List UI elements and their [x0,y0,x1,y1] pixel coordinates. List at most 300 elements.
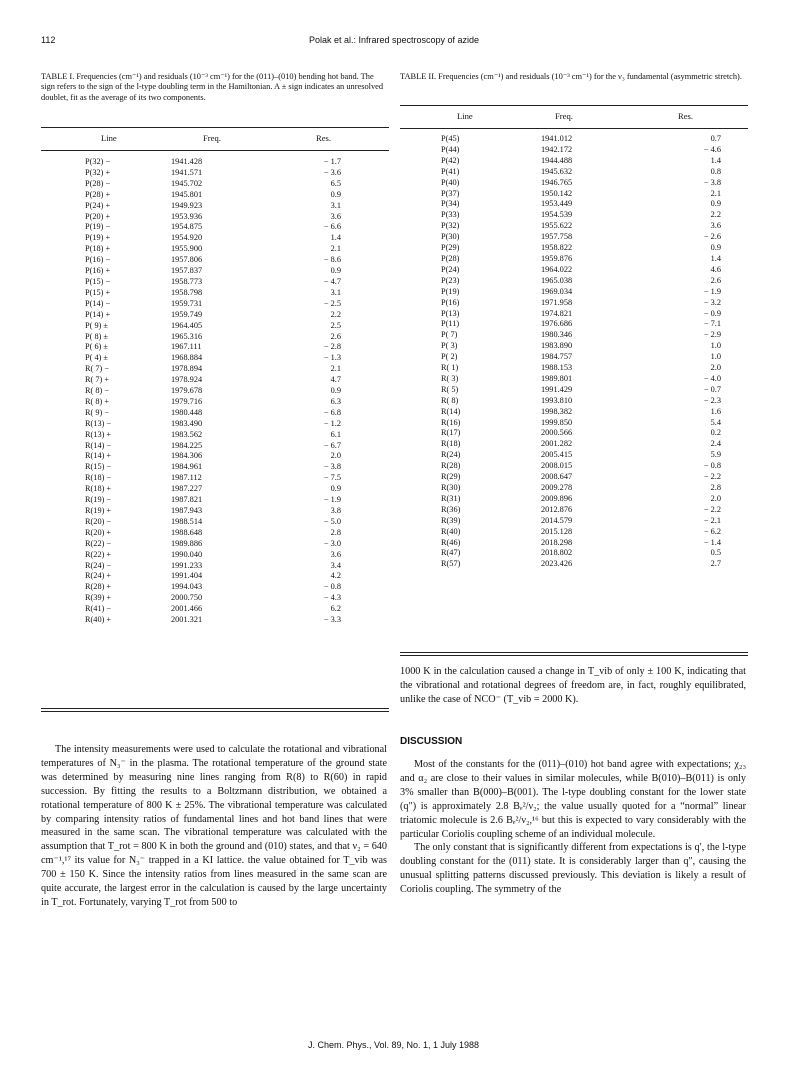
res-cell: 3.6 [330,211,341,221]
table-row [85,212,341,223]
line-cell: P(32) + [85,167,111,177]
table-row [85,615,341,626]
res-cell: 0.9 [330,386,341,396]
freq-cell: 1991.233 [171,560,203,570]
res-cell: 0.8 [710,166,721,176]
freq-cell: 2008.647 [541,472,573,482]
table-row [85,484,341,495]
freq-cell: 2009.278 [541,483,573,492]
line-cell: P(16) + [85,266,111,276]
line-cell: R(15) − [85,462,112,472]
line-cell: R(13) − [85,418,112,428]
res-cell: 2.8 [710,483,721,492]
table-row [441,461,721,472]
res-cell: − 7.5 [323,473,341,483]
line-cell: R(19) − [85,495,112,505]
freq-cell: 1954.920 [171,233,203,243]
table-row [441,374,721,385]
table-row [441,309,721,320]
res-cell: − 3.6 [323,167,341,177]
table-row [85,244,341,255]
line-cell: P(32) − [85,157,111,166]
res-cell: − 4.6 [703,144,721,154]
res-cell: − 2.3 [703,395,721,405]
freq-cell: 1965.316 [171,331,203,341]
table-row [85,582,341,593]
line-cell: P(44) [441,144,460,154]
line-cell: R(16) [441,417,461,427]
freq-cell: 1941.012 [541,134,573,143]
table-row [85,539,341,550]
line-cell: P(41) [441,166,460,176]
freq-cell: 1959.876 [541,253,573,263]
page-number: 112 [41,35,56,45]
res-cell: − 6.8 [323,407,341,417]
line-cell: R(24) − [85,560,112,570]
res-cell: 0.9 [330,266,341,276]
freq-cell: 1988.514 [171,516,203,526]
table-row [85,342,341,353]
line-cell: P(28) − [85,178,111,188]
freq-cell: 2005.415 [541,450,573,460]
res-cell: 1.0 [710,341,721,351]
freq-cell: 2000.566 [541,428,573,438]
line-cell: P( 2) [441,352,458,362]
freq-cell: 1991.429 [541,384,573,394]
res-cell: 2.0 [710,493,721,503]
table-row [85,441,341,452]
table-row [85,604,341,615]
res-cell: − 2.5 [323,298,341,308]
table-row [85,593,341,604]
freq-cell: 2018.802 [541,548,573,558]
freq-cell: 1967.111 [171,342,202,352]
res-cell: 5.9 [710,450,721,460]
freq-cell: 1993.810 [541,395,573,405]
line-cell: R(47) [441,548,461,558]
freq-cell: 1953.449 [541,199,573,209]
freq-cell: 1955.622 [541,221,573,231]
freq-cell: 1991.404 [171,571,203,581]
line-cell: R(41) − [85,604,112,614]
line-cell: R( 9) − [85,407,110,417]
line-cell: R(30) [441,483,461,492]
table-row [85,266,341,277]
line-cell: R(20) − [85,516,112,526]
res-cell: − 5.0 [323,516,341,526]
journal-footer: J. Chem. Phys., Vol. 89, No. 1, 1 July 1988 [307,1040,480,1050]
table-row [441,287,721,298]
line-cell: P(18) + [85,244,111,254]
res-cell: − 1.9 [703,286,721,296]
line-cell: R(29) [441,472,461,482]
table-row [85,430,341,441]
table-row [441,505,721,516]
res-cell: − 1.3 [323,353,341,363]
table2-col-line: Line [457,111,473,121]
freq-cell: 1944.488 [541,155,573,165]
table-row [85,255,341,266]
freq-cell: 1983.890 [541,341,573,351]
line-cell: P(28) + [85,189,111,199]
line-cell: P(23) [441,275,460,285]
freq-cell: 1980.346 [541,330,573,340]
freq-cell: 1969.034 [541,286,573,296]
table-row [85,321,341,332]
table-row [441,418,721,429]
res-cell: 1.6 [710,406,721,416]
table-row [441,243,721,254]
line-cell: P( 6) ± [85,342,108,352]
line-cell: P(28) [441,253,460,263]
table-row [85,419,341,430]
table-row [441,396,721,407]
table-row [441,189,721,200]
res-cell: − 2.8 [323,342,341,352]
table-row [441,538,721,549]
freq-cell: 1984.961 [171,462,203,472]
table-row [441,472,721,483]
res-cell: − 0.8 [703,461,721,471]
line-cell: P(33) [441,210,460,220]
line-cell: R(36) [441,504,461,514]
table-row [85,288,341,299]
res-cell: − 6.6 [323,222,341,232]
table-row [85,222,341,233]
res-cell: − 3.8 [323,462,341,472]
freq-cell: 1978.894 [171,364,203,374]
table-row [85,408,341,419]
line-cell: R(18) [441,439,461,449]
res-cell: − 2.6 [703,232,721,242]
res-cell: − 1.2 [323,418,341,428]
line-cell: R(22) + [85,549,112,559]
freq-cell: 1959.749 [171,309,203,319]
res-cell: − 7.1 [703,319,721,329]
freq-cell: 1957.758 [541,232,573,242]
res-cell: 2.4 [710,439,721,449]
table-row [441,527,721,538]
table-row [441,352,721,363]
line-cell: R(46) [441,537,461,547]
table1 [85,157,341,626]
res-cell: 0.7 [710,134,721,143]
table-row [85,190,341,201]
table-row [441,167,721,178]
res-cell: − 2.2 [703,504,721,514]
freq-cell: 1978.924 [171,375,203,385]
freq-cell: 1942.172 [541,144,573,154]
freq-cell: 2014.579 [541,515,573,525]
line-cell: P(37) [441,188,460,198]
freq-cell: 1990.040 [171,549,203,559]
table-row [441,494,721,505]
table-row [441,439,721,450]
res-cell: 2.7 [710,559,721,569]
freq-cell: 1979.716 [171,396,203,406]
freq-cell: 1957.837 [171,266,203,276]
freq-cell: 1964.405 [171,320,203,330]
line-cell: P(16) [441,297,460,307]
freq-cell: 1987.821 [171,495,203,505]
res-cell: 3.4 [330,560,341,570]
freq-cell: 1988.153 [541,363,573,373]
res-cell: 3.8 [330,506,341,515]
line-cell: P(30) [441,232,460,242]
res-cell: − 1.7 [323,157,341,166]
res-cell: 2.2 [330,309,341,319]
line-cell: R( 3) [441,373,459,383]
table-row [85,277,341,288]
freq-cell: 1946.765 [541,177,573,187]
freq-cell: 2001.321 [171,615,203,625]
table-row [441,276,721,287]
res-cell: 0.2 [710,428,721,438]
line-cell: P(42) [441,155,460,165]
table-row [85,517,341,528]
table-row [441,298,721,309]
table-row [85,451,341,462]
line-cell: P( 7) [441,330,458,340]
res-cell: − 4.0 [703,373,721,383]
table2-col-freq: Freq. [555,111,573,121]
line-cell: R(28) + [85,582,112,592]
freq-cell: 1974.821 [541,308,573,318]
res-cell: − 0.8 [323,582,341,592]
freq-cell: 1965.038 [541,275,573,285]
freq-cell: 2012.876 [541,504,573,514]
freq-cell: 1984.306 [171,451,203,461]
line-cell: P(24) + [85,200,111,210]
line-cell: P(40) [441,177,460,187]
line-cell: P( 4) ± [85,353,108,363]
line-cell: R(14) − [85,440,112,450]
res-cell: − 2.2 [703,472,721,482]
freq-cell: 2009.896 [541,493,573,503]
res-cell: 3.6 [710,221,721,231]
freq-cell: 1988.648 [171,527,203,537]
section-heading-discussion: DISCUSSION [400,736,463,747]
res-cell: 2.5 [330,320,341,330]
freq-cell: 1984.757 [541,352,573,362]
table-row [441,178,721,189]
res-cell: 0.9 [330,189,341,199]
line-cell: R( 8) [441,395,459,405]
table-row [441,156,721,167]
table-row [441,221,721,232]
table2-header-rule [400,128,748,129]
res-cell: 0.9 [330,484,341,494]
line-cell: R(24) + [85,571,112,581]
table-row [441,548,721,559]
line-cell: P(34) [441,199,460,209]
line-cell: R(17) [441,428,461,438]
line-cell: P(14) + [85,309,111,319]
res-cell: − 0.7 [703,384,721,394]
table-row [441,254,721,265]
table-row [85,332,341,343]
res-cell: − 0.9 [703,308,721,318]
freq-cell: 1945.632 [541,166,573,176]
freq-cell: 1999.850 [541,417,573,427]
table-row [441,428,721,439]
table-row [441,450,721,461]
res-cell: − 6.7 [323,440,341,450]
line-cell: R(19) + [85,506,112,515]
freq-cell: 2015.128 [541,526,573,536]
line-cell: P(13) [441,308,460,318]
res-cell: − 2.1 [703,515,721,525]
res-cell: 2.0 [710,363,721,373]
table-row [85,473,341,484]
table-row [441,232,721,243]
line-cell: P(45) [441,134,460,143]
table1-bottom-rule [41,708,389,712]
res-cell: − 1.4 [703,537,721,547]
table-row [441,319,721,330]
freq-cell: 1979.678 [171,386,203,396]
res-cell: − 2.9 [703,330,721,340]
line-cell: P( 8) ± [85,331,108,341]
table1-header-rule [41,150,389,151]
line-cell: R( 7) − [85,364,110,374]
line-cell: R(18) − [85,473,112,483]
line-cell: R(39) [441,515,461,525]
freq-cell: 1984.225 [171,440,203,450]
res-cell: − 1.9 [323,495,341,505]
line-cell: R(28) [441,461,461,471]
res-cell: 4.6 [710,264,721,274]
table-row [441,341,721,352]
res-cell: − 8.6 [323,255,341,265]
line-cell: R(13) + [85,429,112,439]
freq-cell: 1957.806 [171,255,203,265]
table-row [441,330,721,341]
line-cell: R(31) [441,493,461,503]
freq-cell: 1953.936 [171,211,203,221]
res-cell: − 3.2 [703,297,721,307]
table2-col-res: Res. [678,111,694,121]
table2-caption: TABLE II. Frequencies (cm⁻¹) and residuals (10⁻³ cm⁻¹) for the ν₃ fundamental (asymmetric stretch). [400,72,742,81]
line-cell: R(40) + [85,615,112,625]
freq-cell: 1945.702 [171,178,203,188]
line-cell: R(14) + [85,451,112,461]
line-cell: R( 8) − [85,386,110,396]
freq-cell: 1980.448 [171,407,203,417]
table1-col-res: Res. [316,133,332,143]
res-cell: 3.1 [330,200,341,210]
freq-cell: 1955.900 [171,244,203,254]
freq-cell: 1983.562 [171,429,203,439]
freq-cell: 2023.426 [541,559,573,569]
table-row [85,561,341,572]
res-cell: 6.2 [330,604,341,614]
freq-cell: 1964.022 [541,264,573,274]
table1-col-line: Line [101,133,117,143]
table-row [85,364,341,375]
table-row [441,407,721,418]
line-cell: R(20) + [85,527,112,537]
line-cell: R(24) [441,450,461,460]
freq-cell: 1941.571 [171,167,203,177]
res-cell: 1.4 [710,155,721,165]
freq-cell: 1998.382 [541,406,573,416]
line-cell: R(22) − [85,538,112,548]
right-column-text: 1000 K in the calculation caused a change in T_vib of only ± 100 K, indicating that the vibrational and rotational degrees of freedom are, in fact, roughly equilibrated, unlike the case of NCO⁻ (T_vib = 2000 K). [400,666,746,705]
table-row [85,157,341,168]
res-cell: 2.8 [330,527,341,537]
table-row [85,528,341,539]
table-row [441,199,721,210]
table-row [85,201,341,212]
table-row [85,386,341,397]
table-row [85,462,341,473]
freq-cell: 1958.798 [171,287,203,297]
table-row [85,299,341,310]
line-cell: R(40) [441,526,461,536]
freq-cell: 1987.943 [171,506,203,515]
res-cell: − 3.0 [323,538,341,548]
line-cell: R(39) + [85,593,112,603]
table-row [85,168,341,179]
line-cell: P(11) [441,319,460,329]
discussion-text: Most of the constants for the (011)–(010) hot band agree with expectations; χ₂₃ and α₂ are close to their values in similar molecules, while B(010)–B(011) is only 3% smaller than B(000)–B(001). The l-type doubling constant for the lower state (q″) is approximately 2.8 Bₑ²/ν₂; the value usually quoted for a “normal” linear triatomic molecule is 2.6 Bₑ²/ν₂,¹⁶ but this is expected to vary considerably with the particular Coriolis coupling scheme of an individual molecule. The only constant that is significantly different from expectations is q′, the l-type doubling constant for the (011) state. It is considerably larger than q″, causing the unusual splitting patterns discussed previously. This deviation is likely a result of Coriolis coupling. The symmetry of the [400,759,746,896]
freq-cell: 2001.282 [541,439,573,449]
table-row [441,363,721,374]
freq-cell: 1941.428 [171,157,203,166]
table-row [441,134,721,145]
res-cell: 1.0 [710,352,721,362]
freq-cell: 2000.750 [171,593,203,603]
res-cell: 5.4 [710,417,721,427]
table-row [85,550,341,561]
line-cell: P(15) − [85,276,111,286]
table-row [85,375,341,386]
res-cell: 2.6 [330,331,341,341]
res-cell: 0.5 [710,548,721,558]
table2-bottom-rule [400,652,748,656]
res-cell: − 3.8 [703,177,721,187]
res-cell: 0.9 [710,199,721,209]
line-cell: P(16) − [85,255,111,265]
freq-cell: 1968.884 [171,353,203,363]
line-cell: P(15) + [85,287,111,297]
table1-caption: TABLE I. Frequencies (cm⁻¹) and residuals (10⁻³ cm⁻¹) for the (011)–(010) bending hot band. The sign refers to the sign of the l-type doubling term in the Hamiltonian. A ± sign indicates an unresolved doublet, fit as the average of its two components. [41,72,384,102]
freq-cell: 1945.801 [171,189,203,199]
freq-cell: 1958.822 [541,243,573,253]
table-row [85,506,341,517]
left-column-text: The intensity measurements were used to calculate the rotational and vibrational temperatures of N₃⁻ in the plasma. The rotational temperature of the ground state was determined by measuring nine lines ranging from R(8) to R(60) in rapid succession. By fitting the results to a Boltzmann distribution, we obtained a rotational temperature of 800 K ± 25%. The vibrational temperature was calculated by comparing intensity ratios of fundamental lines and hot band lines that were measured in the same scan. The vibrational temperature was calculated with the assumption that T_rot = 800 K in both the ground and (010) states, and that ν₂ = 640 cm⁻¹,¹⁷ its value for N₃⁻ trapped in a KI lattice. the value obtained for T_vib was 700 ± 150 K. Since the intensity ratios from lines measured in the same scan are quite accurate, the largest error in the calculation is caused by the large uncertainty in T_rot. Fortunately, varying T_rot from 500 to [41,744,387,908]
table-row [441,210,721,221]
freq-cell: 1958.773 [171,276,203,286]
freq-cell: 1949.923 [171,200,203,210]
res-cell: 1.4 [710,253,721,263]
line-cell: P(20) + [85,211,111,221]
res-cell: − 4.7 [323,276,341,286]
freq-cell: 1959.731 [171,298,203,308]
line-cell: P(24) [441,264,460,274]
table1-top-rule [41,127,389,128]
freq-cell: 2008.015 [541,461,573,471]
res-cell: 2.2 [710,210,721,220]
table-row [441,559,721,570]
table-row [85,179,341,190]
table-row [85,495,341,506]
freq-cell: 1971.958 [541,297,573,307]
res-cell: 2.1 [330,244,341,254]
table-row [441,145,721,156]
table-row [85,310,341,321]
